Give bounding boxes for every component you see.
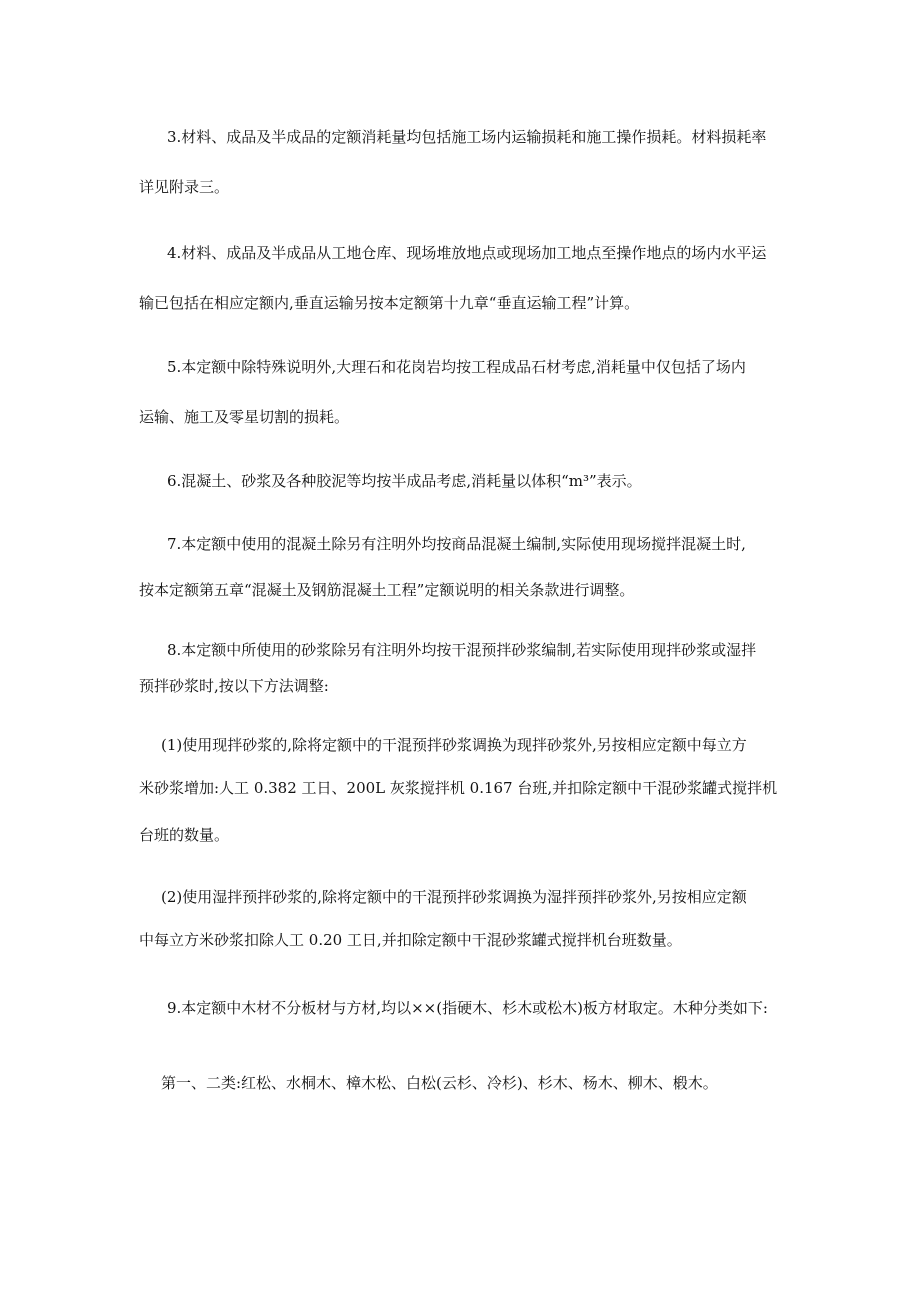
paragraph-8-line-2: 预拌砂浆时,按以下方法调整:	[139, 677, 329, 695]
subparagraph-8-2-line-1: (2)使用湿拌预拌砂浆的,除将定额中的干混预拌砂浆调换为湿拌预拌砂浆外,另按相应定额	[161, 888, 747, 906]
paragraph-5-line-2: 运输、施工及零星切割的损耗。	[139, 408, 350, 426]
paragraph-6-line-1: 6.混凝土、砂浆及各种胶泥等均按半成品考虑,消耗量以体积“m³”表示。	[167, 472, 642, 490]
wood-category-line: 第一、二类:红松、水桐木、樟木松、白松(云杉、冷杉)、杉木、杨木、柳木、椴木。	[161, 1074, 718, 1092]
subparagraph-8-2-line-2: 中每立方米砂浆扣除人工 0.20 工日,并扣除定额中干混砂浆罐式搅拌机台班数量。	[139, 931, 682, 949]
paragraph-4-line-2: 输已包括在相应定额内,垂直运输另按本定额第十九章“垂直运输工程”计算。	[139, 294, 640, 312]
paragraph-4-line-1: 4.材料、成品及半成品从工地仓库、现场堆放地点或现场加工地点至操作地点的场内水平运	[167, 244, 767, 262]
subparagraph-8-1-line-1: (1)使用现拌砂浆的,除将定额中的干混预拌砂浆调换为现拌砂浆外,另按相应定额中每立方	[161, 736, 747, 754]
paragraph-8-line-1: 8.本定额中所使用的砂浆除另有注明外均按干混预拌砂浆编制,若实际使用现拌砂浆或湿拌	[167, 641, 757, 659]
paragraph-7-line-2: 按本定额第五章“混凝土及钢筋混凝土工程”定额说明的相关条款进行调整。	[139, 581, 635, 599]
paragraph-5-line-1: 5.本定额中除特殊说明外,大理石和花岗岩均按工程成品石材考虑,消耗量中仅包括了场内	[167, 358, 746, 376]
paragraph-3-line-2: 详见附录三。	[139, 178, 230, 196]
subparagraph-8-1-line-3: 台班的数量。	[139, 826, 230, 844]
subparagraph-8-1-line-2: 米砂浆增加:人工 0.382 工日、200L 灰浆搅拌机 0.167 台班,并扣除定额中干混砂浆罐式搅拌机	[139, 779, 778, 797]
paragraph-3-line-1: 3.材料、成品及半成品的定额消耗量均包括施工场内运输损耗和施工操作损耗。材料损耗率	[167, 128, 767, 146]
paragraph-9-line-1: 9.本定额中木材不分板材与方材,均以××(指硬木、杉木或松木)板方材取定。木种分类如下:	[167, 999, 768, 1017]
paragraph-7-line-1: 7.本定额中使用的混凝土除另有注明外均按商品混凝土编制,实际使用现场搅拌混凝土时,	[167, 535, 746, 553]
